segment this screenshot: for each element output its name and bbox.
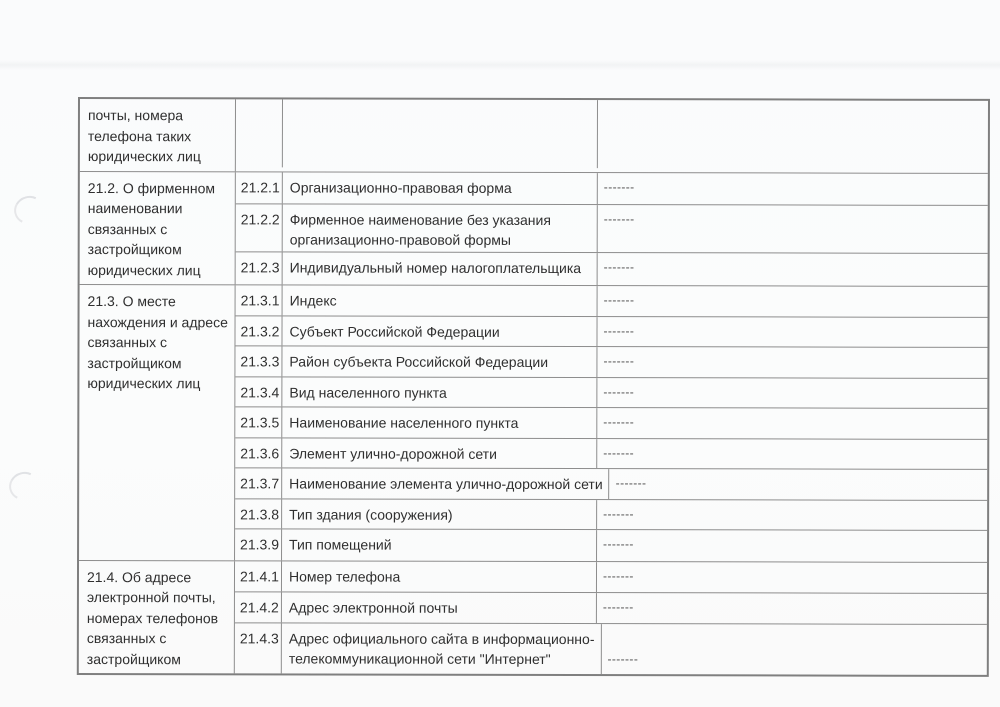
row-number-cell: 21.3.3	[235, 346, 282, 376]
row-description-cell: Организационно-правовая форма	[283, 172, 598, 204]
row-description-cell: Наименование населенного пункта	[282, 407, 597, 437]
table-section	[79, 285, 988, 562]
scan-artifact-band	[0, 60, 1000, 70]
row-description-cell: Адрес официального сайта в информационно- телекоммуникационной сети "Интернет"	[282, 623, 602, 674]
pencil-margin-mark-bottom	[5, 468, 42, 504]
row-number-cell: 21.3.6	[235, 438, 282, 468]
table-row	[235, 438, 987, 470]
row-number-cell: 21.2.3	[236, 252, 283, 284]
table-row	[235, 346, 987, 378]
table-row	[236, 252, 988, 286]
row-number-cell: 21.4.3	[235, 623, 282, 673]
row-value-cell: -------	[603, 211, 635, 226]
table-row	[235, 623, 987, 675]
pencil-margin-mark-top	[10, 192, 47, 228]
row-number-cell: 21.3.5	[235, 407, 282, 437]
developer-disclosure-table	[77, 97, 990, 677]
table-section	[79, 561, 987, 675]
table-row	[235, 592, 987, 625]
table-row	[236, 99, 988, 169]
section-label: почты, номера телефона таких юридических лиц	[80, 99, 236, 171]
row-value-cell: -------	[603, 293, 635, 308]
row-number-cell: 21.3.1	[236, 285, 283, 315]
row-number-cell: 21.3.4	[235, 377, 282, 407]
row-description-cell: Адрес электронной почты	[282, 592, 597, 623]
row-description-cell: Номер телефона	[282, 561, 597, 592]
row-number-cell: 21.3.2	[235, 316, 282, 346]
row-number-cell: 21.3.9	[235, 529, 282, 560]
row-description-cell: Тип здания (сооружения)	[282, 499, 597, 529]
row-number-cell: 21.3.8	[235, 499, 282, 529]
section-label: 21.3. О месте нахождения и адресе связанных с застройщиком юридических лиц	[79, 285, 236, 560]
row-value-cell	[598, 100, 988, 169]
section-rows	[235, 561, 987, 675]
table-row	[235, 529, 987, 561]
row-description-cell: Элемент улично-дорожной сети	[282, 438, 597, 468]
row-value-cell: -------	[615, 476, 647, 491]
row-value-cell: -------	[603, 415, 635, 430]
section-label: 21.2. О фирменном наименовании связанных с застройщиком юридических лиц	[80, 172, 236, 285]
row-description-cell: Субъект Российской Федерации	[282, 316, 597, 346]
table-row	[235, 377, 987, 409]
row-description-cell: Наименование элемента улично-дорожной сети	[282, 468, 610, 498]
row-value-cell: -------	[603, 259, 635, 274]
row-number-cell: 21.4.1	[235, 561, 282, 591]
section-rows	[236, 99, 988, 172]
row-number-cell: 21.3.7	[235, 468, 282, 498]
row-number-cell	[236, 99, 283, 167]
row-value-cell: -------	[603, 323, 635, 338]
table-row	[236, 204, 988, 254]
table-section	[80, 99, 988, 173]
row-description-cell: Тип помещений	[282, 529, 597, 560]
row-number-cell: 21.4.2	[235, 592, 282, 622]
table-row	[235, 499, 987, 531]
row-value-cell: -------	[603, 537, 634, 552]
section-rows	[235, 285, 988, 561]
table-row	[236, 285, 988, 317]
table-section	[80, 172, 988, 287]
section-rows	[236, 172, 988, 286]
row-description-cell: Индивидуальный номер налогоплательщика	[283, 252, 598, 285]
table-row	[235, 316, 987, 348]
row-number-cell: 21.2.1	[236, 172, 283, 203]
section-label: 21.4. Об адресе электронной почты, номерах телефонов связанных с застройщиком	[79, 561, 235, 674]
row-value-cell: -------	[603, 179, 635, 194]
row-description-cell: Индекс	[283, 285, 598, 315]
table-row	[236, 172, 988, 206]
row-value-cell: -------	[603, 384, 635, 399]
row-value-cell: -------	[603, 506, 634, 521]
row-description-cell: Фирменное наименование без указания организационно-правовой формы	[283, 204, 598, 252]
row-description-cell	[283, 99, 598, 168]
row-value-cell: -------	[603, 354, 635, 369]
table-row	[235, 468, 987, 500]
row-description-cell: Район субъекта Российской Федерации	[282, 346, 597, 376]
row-description-cell: Вид населенного пункта	[282, 377, 597, 407]
table-row	[235, 407, 987, 439]
row-value-cell: -------	[602, 568, 634, 583]
table-row	[235, 561, 987, 594]
row-value-cell: -------	[607, 651, 639, 666]
row-value-cell: -------	[602, 599, 634, 614]
row-value-cell: -------	[603, 445, 635, 460]
row-number-cell: 21.2.2	[236, 204, 283, 251]
